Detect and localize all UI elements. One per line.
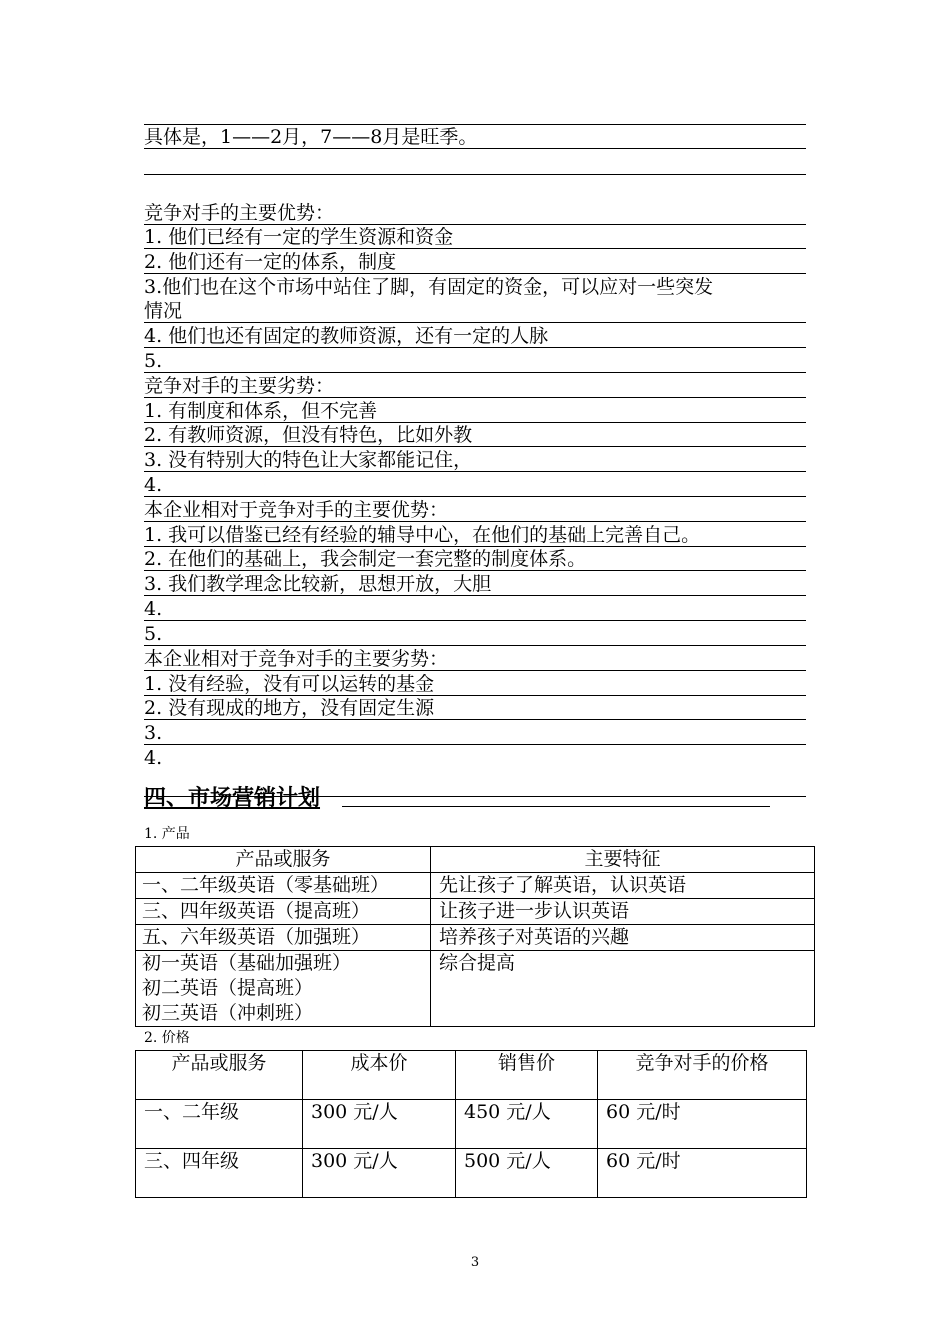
table-row	[136, 1100, 807, 1149]
header-cell: 产品或服务	[136, 1051, 303, 1100]
table-cell	[136, 951, 431, 1027]
table-header-row	[136, 847, 815, 873]
title-underline	[342, 806, 770, 807]
list-item: 2. 有教师资源，但没有特色，比如外教	[144, 424, 806, 447]
list-item: 2. 他们还有一定的体系，制度	[144, 251, 806, 274]
section-title: 四、市场营销计划	[144, 786, 321, 811]
text-line: 具体是，1——2月，7——8月是旺季。	[144, 126, 806, 149]
list-item: 4.	[144, 747, 163, 769]
list-item: 2. 在他们的基础上，我会制定一套完整的制度体系。	[144, 548, 806, 571]
list-item: 3. 没有特别大的特色让大家都能记住，	[144, 449, 806, 472]
table-cell: 300 元/人	[303, 1149, 456, 1198]
header-cell: 成本价	[303, 1051, 456, 1100]
list-item: 4. 他们也还有固定的教师资源，还有一定的人脉	[144, 325, 806, 348]
table-cell: 450 元/人	[456, 1100, 598, 1149]
table-cell: 三、四年级英语（提高班）	[136, 899, 431, 925]
list-item: 4.	[144, 474, 806, 497]
list-item: 4.	[144, 598, 806, 621]
section-heading: 本企业相对于竞争对手的主要优势：	[144, 499, 806, 522]
section-heading: 竞争对手的主要劣势：	[144, 375, 806, 398]
table-row	[136, 899, 815, 925]
table-cell: 五、六年级英语（加强班）	[136, 925, 431, 951]
product-table	[135, 846, 815, 1027]
list-item: 情况	[144, 300, 806, 323]
table-cell: 60 元/时	[598, 1100, 807, 1149]
header-cell: 产品或服务	[136, 847, 431, 873]
table-cell: 500 元/人	[456, 1149, 598, 1198]
list-item: 1. 没有经验，没有可以运转的基金	[144, 673, 806, 696]
page-number: 3	[470, 1255, 480, 1270]
list-item: 5.	[144, 623, 806, 646]
table-row	[136, 1149, 807, 1198]
list-item: 3.他们也在这个市场中站住了脚，有固定的资金，可以应对一些突发	[144, 276, 714, 298]
table-row	[136, 951, 815, 1027]
table-cell: 一、二年级英语（零基础班）	[136, 873, 431, 899]
section-heading: 竞争对手的主要优势：	[144, 202, 806, 225]
table-row	[136, 925, 815, 951]
list-item: 1. 他们已经有一定的学生资源和资金	[144, 226, 806, 249]
price-table	[135, 1050, 807, 1198]
table-row	[136, 873, 815, 899]
rule	[144, 124, 806, 125]
table-cell: 60 元/时	[598, 1149, 807, 1198]
header-cell: 主要特征	[431, 847, 815, 873]
table-cell: 300 元/人	[303, 1100, 456, 1149]
list-item: 1. 我可以借鉴已经有经验的辅导中心，在他们的基础上完善自己。	[144, 524, 806, 547]
subsection-label: 2. 价格	[144, 1030, 190, 1046]
list-item: 2. 没有现成的地方，没有固定生源	[144, 697, 806, 720]
table-cell: 让孩子进一步认识英语	[431, 899, 815, 925]
subsection-label: 1. 产品	[144, 826, 190, 842]
cell-line: 初三英语（冲刺班）	[142, 1002, 314, 1024]
table-cell: 综合提高	[431, 951, 815, 1027]
table-cell: 一、二年级	[136, 1100, 303, 1149]
list-item: 3.	[144, 722, 806, 745]
table-cell: 三、四年级	[136, 1149, 303, 1198]
header-cell: 销售价	[456, 1051, 598, 1100]
header-cell: 竞争对手的价格	[598, 1051, 807, 1100]
list-item: 5.	[144, 350, 806, 373]
section-heading: 本企业相对于竞争对手的主要劣势：	[144, 648, 806, 671]
list-item: 3. 我们教学理念比较新，思想开放，大胆	[144, 573, 806, 596]
cell-line: 初一英语（基础加强班）	[142, 952, 352, 974]
table-cell: 先让孩子了解英语，认识英语	[431, 873, 815, 899]
table-header-row	[136, 1051, 807, 1100]
table-cell: 培养孩子对英语的兴趣	[431, 925, 815, 951]
rule	[144, 174, 806, 175]
list-item: 1. 有制度和体系，但不完善	[144, 400, 806, 423]
cell-line: 初二英语（提高班）	[142, 977, 314, 999]
